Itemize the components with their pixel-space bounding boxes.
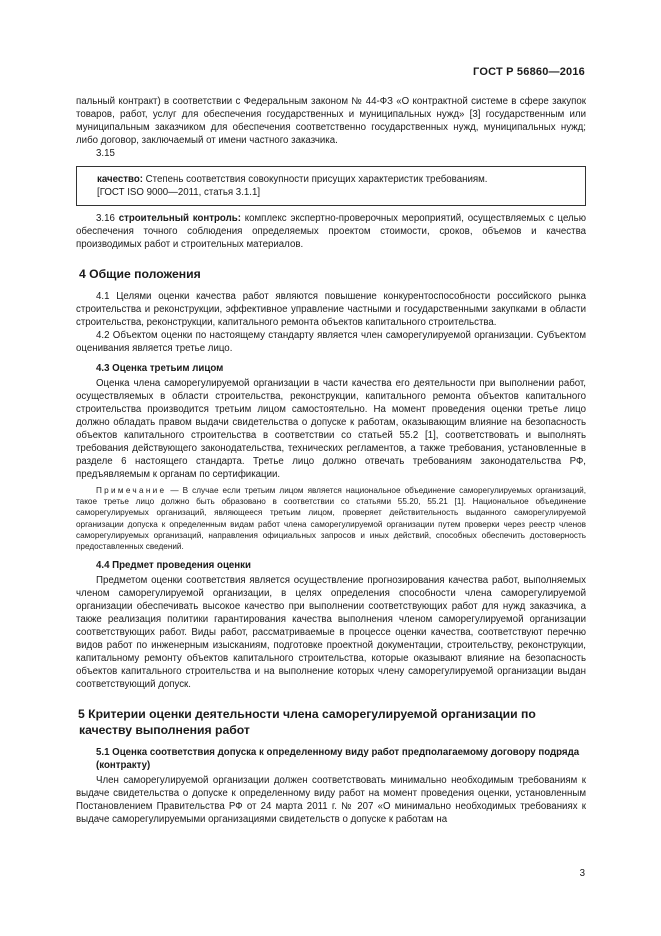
item-3-16-number: 3.16 bbox=[96, 213, 119, 224]
page-number: 3 bbox=[579, 868, 585, 879]
item-3-16-definition: комплекс экспертно-проверочных мероприятий, осуществляемых с целью обеспечения точного соблюдения определяемых проектом стоимости, сроков, объемов и качества производимых работ и строительных материалов. bbox=[76, 213, 586, 250]
note-4-3 bbox=[76, 485, 586, 552]
term-definition-box bbox=[76, 166, 586, 206]
subsection-5-1-title: 5.1 Оценка соответствия допуска к определенному виду работ предполагаемому договору подряда (контракту) bbox=[96, 747, 580, 772]
subsection-4-3-title: 4.3 Оценка третьим лицом bbox=[96, 363, 224, 374]
note-text: — В случае если третьим лицом является национальное объединение саморегулируемых организаций, такое третье лицо должно быть образовано в соответствии со статьями 55.20, 55.21 [1]. Национальное объединение саморегулируемых организаций, являющееся третьим лицом, проверяет действительность выданного саморегулируемой организации допуска к определенным видам работ члена саморегулируемой организации путем проверки через реестр членов саморегулируемых организаций, направления официальных запросов и иных действий, способных обеспечить достоверность предоставленных сведений. bbox=[76, 486, 586, 552]
term-definition-text: Степень соответствия совокупности присущих характеристик требованиям. bbox=[142, 174, 488, 185]
intro-paragraph: пальный контракт) в соответствии с Федеральным законом № 44-ФЗ «О контрактной системе в сфере закупок товаров, работ, услуг для обеспечения государственных и муниципальных нужд» [3] государственным или муниципальным заказчиком для обеспечения соответственно государственных нужд, муниципальных нужд; либо договор, заключаемый от имени частного заказчика. bbox=[76, 96, 586, 146]
item-3-16-term: строительный контроль: bbox=[118, 213, 241, 224]
paragraph-4-2: 4.2 Объектом оценки по настоящему стандарту является член саморегулируемой организации. Субъектом оценивания является третье лицо. bbox=[76, 330, 586, 354]
paragraph-4-4: Предметом оценки соответствия является осуществление прогнозирования качества работ, выполняемых членом саморегулируемой организации, в целях определения способности члена саморегулируемой организации обеспечивать высокое качество при выполнении соответствующих работ для нужд заказчика, а также реализация политики гарантирования качества выполнения членом саморегулируемой организации соответствующих работ. Виды работ, рассматриваемые в процессе оценки качества, соответствуют перечню видов работ по инженерным изысканиям, подготовке проектной документации, строительству, реконструкции, капитальному ремонту объектов капитального строительства, которые оказывают влияние на безопасность объектов капитального строительства и на выполнение которых члену саморегулируемой организации выдан соответствующий допуск. bbox=[76, 575, 586, 691]
document-code-header: ГОСТ Р 56860—2016 bbox=[473, 66, 585, 78]
term-source: [ГОСТ ISO 9000—2011, статья 3.1.1] bbox=[97, 187, 261, 198]
section-5-title: 5 Критерии оценки деятельности члена саморегулируемой организации по качеству выполнения работ bbox=[78, 707, 536, 738]
item-3-15-number: 3.15 bbox=[96, 148, 115, 159]
term-label: качество: bbox=[97, 174, 143, 185]
paragraph-4-1: 4.1 Целями оценки качества работ являются повышение конкурентоспособности российского рынка строительства и реконструкции, эффективное управление частными и государственными закупками в области строительства, реконструкции, капитального ремонта объектов капитального строительства. bbox=[76, 291, 586, 328]
section-4-title: 4 Общие положения bbox=[79, 267, 201, 281]
term-definition-quality bbox=[97, 173, 575, 186]
paragraph-4-3: Оценка члена саморегулируемой организации в части качества его деятельности при выполнении работ, осуществляемых в области строительства, реконструкции, капитального ремонта объектов капитального строительства производится третьим лицом самостоятельно. На момент проведения оценки третье лицо должно обладать правом выдачи свидетельства о допуске к работам, оказывающим влияние на безопасность объектов капитального строительства в соответствии со статьей 55.2 [1], соответствовать и выполнять требования действующего законодательства, технических регламентов, а также требования, установленные в разделе 6 настоящего стандарта. Третье лицо должно отвечать требованиям законодательства РФ, предъявляемым к органам по сертификации. bbox=[76, 378, 586, 480]
subsection-4-4-title: 4.4 Предмет проведения оценки bbox=[96, 560, 251, 572]
item-3-16 bbox=[76, 212, 586, 251]
page-content bbox=[76, 95, 586, 826]
paragraph-5-1: Член саморегулируемой организации должен соответствовать минимально необходимым требованиям к выдаче свидетельства о допуске к определенному виду работ на момент проведения оценки, установленным Постановлением Правительства РФ от 24 марта 2011 г. № 207 «О минимально необходимых требованиях к выдаче саморегулируемыми организациями свидетельств о допуске к работам на bbox=[76, 775, 586, 826]
note-label: Примечание bbox=[96, 486, 167, 495]
